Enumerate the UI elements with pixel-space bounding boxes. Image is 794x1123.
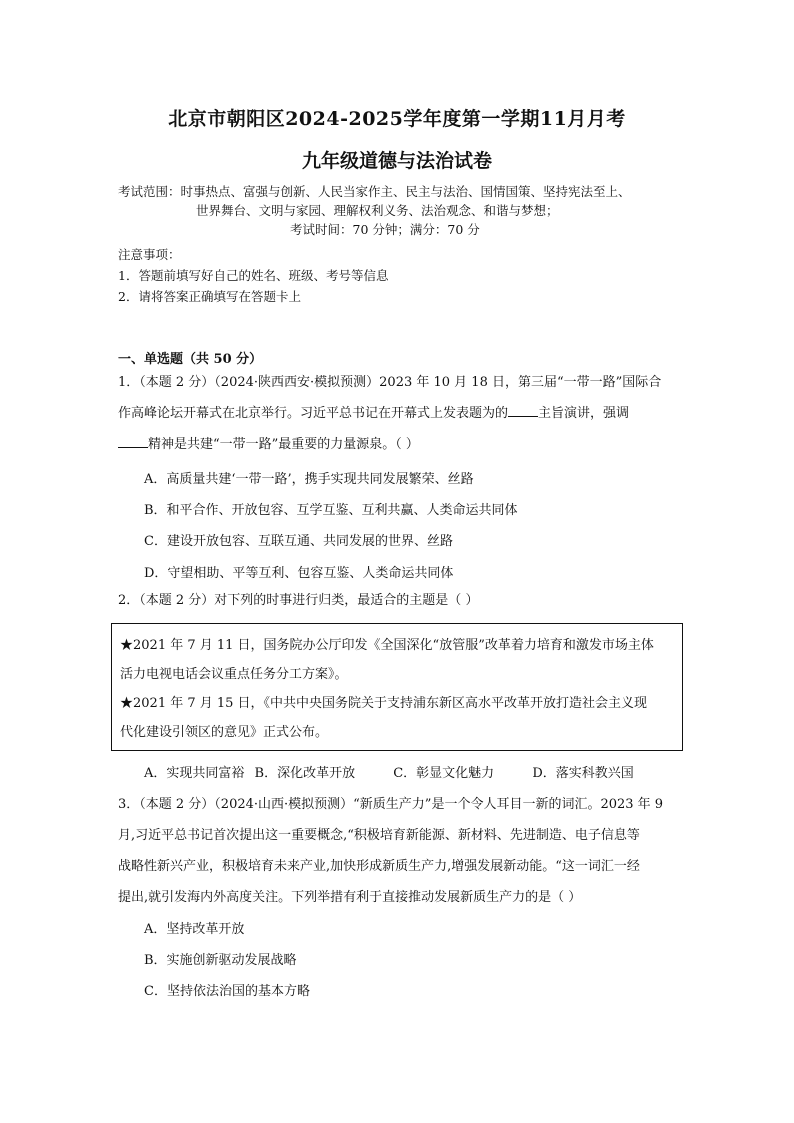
material-line: ★2021 年 7 月 15 日，《中共中央国务院关于支持浦东新区高水平改革开放打造社会主义现 xyxy=(120,696,648,711)
section-heading: 一、单选题（共 50 分） xyxy=(118,352,263,367)
material-line: 代化建设引领区的意见》正式公布。 xyxy=(120,725,329,740)
material-line: 活力电视电话会议重点任务分工方案》。 xyxy=(120,667,348,682)
question-1-option-a: A．高质量共建‘一带一路’，携手实现共同发展繁荣、丝路 xyxy=(144,472,474,487)
question-1-line xyxy=(118,398,688,429)
question-3-line: 月,习近平总书记首次提出这一重要概念,“积极培育新能源、新材料、先进制造、电子信息等 xyxy=(118,828,640,843)
answer-blank xyxy=(508,402,538,417)
scope-line-2: 世界舞台、文明与家园、理解权利义务、法治观念、和谐与梦想； xyxy=(196,203,559,218)
question-2-option-b: B．深化改革开放 xyxy=(254,766,356,781)
material-line: ★2021 年 7 月 11 日，国务院办公厅印发《全国深化“放管服”改革着力培育和激发市场主体 xyxy=(120,638,654,653)
exam-scope xyxy=(118,182,678,239)
question-1-text: 作高峰论坛开幕式在北京举行。习近平总书记在开幕式上发表题为的 xyxy=(118,406,509,421)
question-2-option-a: A．实现共同富裕 xyxy=(144,766,245,781)
question-2-stem xyxy=(118,585,688,616)
question-3-stem xyxy=(118,789,688,913)
question-1-stem xyxy=(118,367,688,460)
question-3-option-a: A．坚持改革开放 xyxy=(144,922,245,937)
page-subtitle: 九年级道德与法治试卷 xyxy=(301,150,492,172)
exam-time-score: 考试时间：70 分钟；满分：70 分 xyxy=(290,222,480,237)
notes-block xyxy=(118,244,388,307)
question-1-text: 精神是共建“一带一路”最重要的力量源泉。（ ） xyxy=(148,437,419,452)
question-3-option-c: C．坚持依法治国的基本方略 xyxy=(144,984,310,999)
question-3-option-b: B．实施创新驱动发展战略 xyxy=(144,953,297,968)
question-2-option-d: D．落实科教兴国 xyxy=(532,766,634,781)
question-1-option-d: D．守望相助、平等互利、包容互鉴、人类命运共同体 xyxy=(144,566,454,581)
question-1-line: 1．（本题 2 分）（2024·陕西西安·模拟预测）2023 年 10 月 18 日，第三届“一带一路”国际合 xyxy=(118,375,662,390)
question-2-line: 2．（本题 2 分）对下列的时事进行归类，最适合的主题是（ ） xyxy=(118,593,479,608)
question-3-line: 提出,就引发海内外高度关注。下列举措有利于直接推动发展新质生产力的是（ ） xyxy=(118,890,582,905)
answer-blank xyxy=(118,433,148,448)
question-1-text: 主旨演讲，强调 xyxy=(538,406,630,421)
note-item: 2．请将答案正确填写在答题卡上 xyxy=(118,289,301,304)
question-3-line: 3．（本题 2 分）（2024·山西·模拟预测）“新质生产力”是一个令人耳目一新的词汇。2023 年 9 xyxy=(118,797,664,812)
notes-heading: 注意事项： xyxy=(118,247,181,262)
question-1-option-c: C．建设开放包容、互联互通、共同发展的世界、丝路 xyxy=(144,534,453,549)
note-item: 1．答题前填写好自己的姓名、班级、考号等信息 xyxy=(118,268,389,283)
question-2-option-c: C．彰显文化魅力 xyxy=(393,766,495,781)
question-2-options xyxy=(144,762,634,781)
question-1-line xyxy=(118,429,688,460)
page-title: 北京市朝阳区2024-2025学年度第一学期11月月考 xyxy=(168,108,626,130)
question-3-line: 战略性新兴产业，积极培育未来产业,加快形成新质生产力,增强发展新动能。“这一词汇一经 xyxy=(118,859,640,874)
scope-line-1: 考试范围：时事热点、富强与创新、人民当家作主、民主与法治、国情国策、坚持宪法至上、 xyxy=(118,184,631,199)
question-2-material-box xyxy=(111,623,683,751)
question-1-option-b: B．和平合作、开放包容、互学互鉴、互利共赢、人类命运共同体 xyxy=(144,503,518,518)
